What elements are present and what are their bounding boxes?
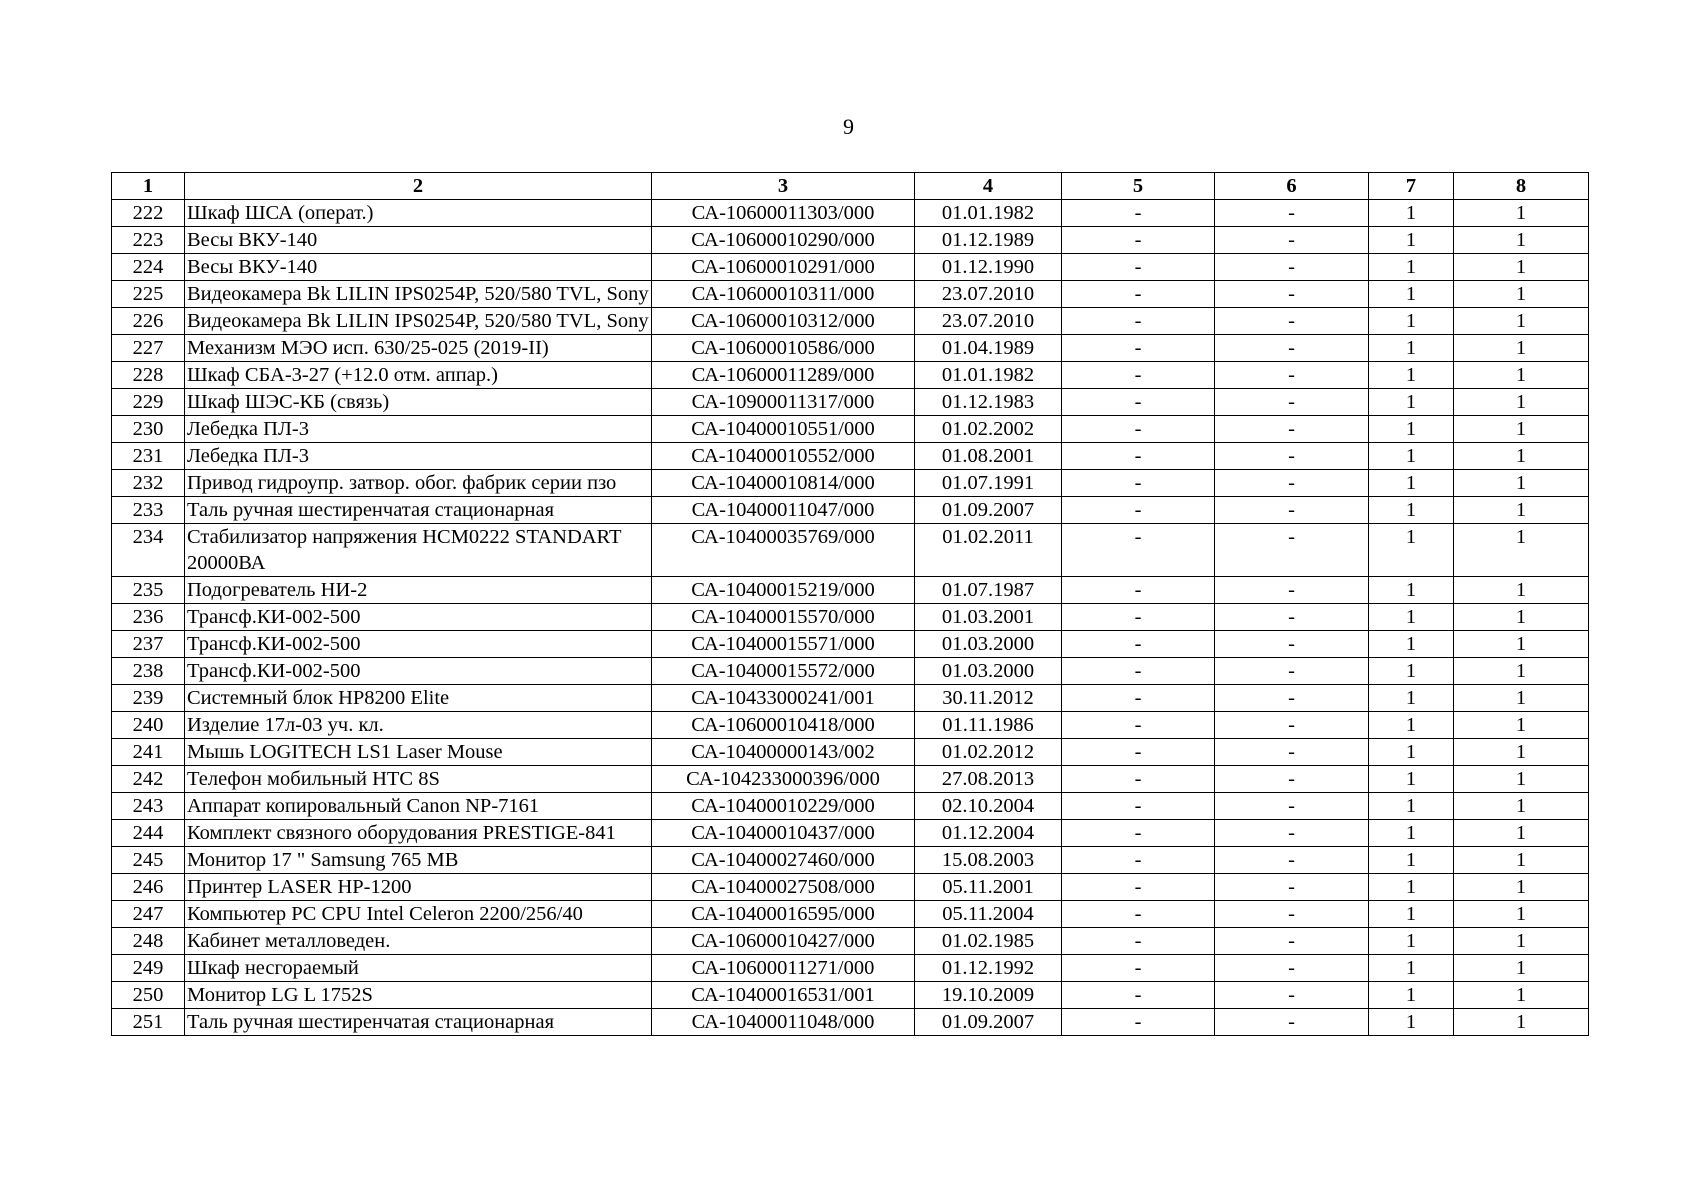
inventory-code: СА-10600011289/000 <box>652 362 915 389</box>
col-7-value: 1 <box>1369 820 1454 847</box>
col-6-value: - <box>1215 982 1369 1009</box>
col-7-value: 1 <box>1369 928 1454 955</box>
table-row <box>112 443 1589 470</box>
table-body <box>112 200 1589 1036</box>
column-header-3: 3 <box>652 173 915 200</box>
date: 01.01.1982 <box>915 362 1062 389</box>
inventory-code: СА-104233000396/000 <box>652 766 915 793</box>
col-5-value: - <box>1062 658 1215 685</box>
col-5-value: - <box>1062 254 1215 281</box>
inventory-code: СА-10400000143/002 <box>652 739 915 766</box>
col-8-value: 1 <box>1454 793 1589 820</box>
col-5-value: - <box>1062 847 1215 874</box>
date: 01.02.2002 <box>915 416 1062 443</box>
inventory-code: СА-10400015570/000 <box>652 604 915 631</box>
col-7-value: 1 <box>1369 604 1454 631</box>
column-header-7: 7 <box>1369 173 1454 200</box>
col-5-value: - <box>1062 766 1215 793</box>
date: 01.07.1987 <box>915 577 1062 604</box>
col-6-value: - <box>1215 820 1369 847</box>
col-5-value: - <box>1062 982 1215 1009</box>
col-6-value: - <box>1215 497 1369 524</box>
col-5-value: - <box>1062 524 1215 577</box>
date: 01.02.2012 <box>915 739 1062 766</box>
table-row <box>112 712 1589 739</box>
col-5-value: - <box>1062 281 1215 308</box>
row-number: 228 <box>112 362 185 389</box>
col-8-value: 1 <box>1454 524 1589 577</box>
row-number: 229 <box>112 389 185 416</box>
item-name: Системный блок HP8200 Elite <box>185 685 652 712</box>
item-name: Телефон мобильный HTC 8S <box>185 766 652 793</box>
inventory-code: СА-10400011047/000 <box>652 497 915 524</box>
item-name: Механизм МЭО исп. 630/25-025 (2019-II) <box>185 335 652 362</box>
col-6-value: - <box>1215 874 1369 901</box>
col-8-value: 1 <box>1454 416 1589 443</box>
date: 01.12.1983 <box>915 389 1062 416</box>
row-number: 222 <box>112 200 185 227</box>
item-name: Видеокамера Bk LILIN IPS0254P, 520/580 TVL, Sony <box>185 308 652 335</box>
item-name: Таль ручная шестиренчатая стационарная <box>185 497 652 524</box>
col-5-value: - <box>1062 227 1215 254</box>
date: 19.10.2009 <box>915 982 1062 1009</box>
inventory-code: СА-10600010586/000 <box>652 335 915 362</box>
table-row <box>112 227 1589 254</box>
row-number: 238 <box>112 658 185 685</box>
table-row <box>112 739 1589 766</box>
col-8-value: 1 <box>1454 901 1589 928</box>
item-name: Монитор LG L 1752S <box>185 982 652 1009</box>
col-8-value: 1 <box>1454 955 1589 982</box>
column-header-8: 8 <box>1454 173 1589 200</box>
col-7-value: 1 <box>1369 200 1454 227</box>
row-number: 248 <box>112 928 185 955</box>
inventory-code: СА-10400010551/000 <box>652 416 915 443</box>
item-name: Комплект связного оборудования PRESTIGE-841 <box>185 820 652 847</box>
item-name: Трансф.КИ-002-500 <box>185 604 652 631</box>
col-6-value: - <box>1215 685 1369 712</box>
col-5-value: - <box>1062 820 1215 847</box>
inventory-code: СА-10600010427/000 <box>652 928 915 955</box>
table-row <box>112 874 1589 901</box>
col-7-value: 1 <box>1369 577 1454 604</box>
col-7-value: 1 <box>1369 1009 1454 1036</box>
row-number: 243 <box>112 793 185 820</box>
col-6-value: - <box>1215 739 1369 766</box>
inventory-code: СА-10400035769/000 <box>652 524 915 577</box>
col-7-value: 1 <box>1369 793 1454 820</box>
col-5-value: - <box>1062 335 1215 362</box>
inventory-code: СА-10400010437/000 <box>652 820 915 847</box>
col-8-value: 1 <box>1454 847 1589 874</box>
row-number: 240 <box>112 712 185 739</box>
date: 01.11.1986 <box>915 712 1062 739</box>
col-5-value: - <box>1062 928 1215 955</box>
item-name: Шкаф несгораемый <box>185 955 652 982</box>
col-6-value: - <box>1215 200 1369 227</box>
col-6-value: - <box>1215 470 1369 497</box>
col-7-value: 1 <box>1369 685 1454 712</box>
table-row <box>112 470 1589 497</box>
col-8-value: 1 <box>1454 1009 1589 1036</box>
col-6-value: - <box>1215 847 1369 874</box>
row-number: 225 <box>112 281 185 308</box>
table-row <box>112 362 1589 389</box>
item-name: Трансф.КИ-002-500 <box>185 631 652 658</box>
inventory-code: СА-10400011048/000 <box>652 1009 915 1036</box>
inventory-code: СА-10900011317/000 <box>652 389 915 416</box>
col-6-value: - <box>1215 793 1369 820</box>
col-5-value: - <box>1062 874 1215 901</box>
col-5-value: - <box>1062 577 1215 604</box>
col-6-value: - <box>1215 658 1369 685</box>
inventory-table <box>111 172 1589 1036</box>
inventory-code: СА-10600010311/000 <box>652 281 915 308</box>
table-row <box>112 847 1589 874</box>
date: 01.03.2000 <box>915 658 1062 685</box>
col-5-value: - <box>1062 901 1215 928</box>
table-row <box>112 901 1589 928</box>
col-6-value: - <box>1215 631 1369 658</box>
table-row <box>112 200 1589 227</box>
col-6-value: - <box>1215 955 1369 982</box>
date: 23.07.2010 <box>915 281 1062 308</box>
col-8-value: 1 <box>1454 362 1589 389</box>
header-row <box>112 173 1589 200</box>
column-header-6: 6 <box>1215 173 1369 200</box>
item-name: Стабилизатор напряжения НСМ0222 STANDART 20000ВА <box>185 524 652 577</box>
col-5-value: - <box>1062 200 1215 227</box>
date: 15.08.2003 <box>915 847 1062 874</box>
col-6-value: - <box>1215 254 1369 281</box>
item-name: Весы ВКУ-140 <box>185 227 652 254</box>
table-row <box>112 281 1589 308</box>
col-6-value: - <box>1215 604 1369 631</box>
row-number: 223 <box>112 227 185 254</box>
table-row <box>112 577 1589 604</box>
col-7-value: 1 <box>1369 955 1454 982</box>
col-6-value: - <box>1215 335 1369 362</box>
item-name: Кабинет металловеден. <box>185 928 652 955</box>
item-name: Монитор 17 " Samsung 765 MB <box>185 847 652 874</box>
inventory-code: СА-10600010291/000 <box>652 254 915 281</box>
date: 01.12.1990 <box>915 254 1062 281</box>
row-number: 250 <box>112 982 185 1009</box>
col-8-value: 1 <box>1454 604 1589 631</box>
row-number: 241 <box>112 739 185 766</box>
col-7-value: 1 <box>1369 847 1454 874</box>
col-7-value: 1 <box>1369 658 1454 685</box>
table-row <box>112 497 1589 524</box>
inventory-code: СА-10400016595/000 <box>652 901 915 928</box>
date: 30.11.2012 <box>915 685 1062 712</box>
col-7-value: 1 <box>1369 362 1454 389</box>
row-number: 246 <box>112 874 185 901</box>
item-name: Таль ручная шестиренчатая стационарная <box>185 1009 652 1036</box>
col-7-value: 1 <box>1369 739 1454 766</box>
col-8-value: 1 <box>1454 281 1589 308</box>
row-number: 235 <box>112 577 185 604</box>
inventory-code: СА-10600011303/000 <box>652 200 915 227</box>
col-6-value: - <box>1215 577 1369 604</box>
col-7-value: 1 <box>1369 497 1454 524</box>
row-number: 230 <box>112 416 185 443</box>
date: 01.01.1982 <box>915 200 1062 227</box>
col-8-value: 1 <box>1454 820 1589 847</box>
date: 05.11.2001 <box>915 874 1062 901</box>
table-row <box>112 254 1589 281</box>
item-name: Мышь LOGITECH LS1 Laser Mouse <box>185 739 652 766</box>
inventory-code: СА-10400015571/000 <box>652 631 915 658</box>
col-8-value: 1 <box>1454 631 1589 658</box>
inventory-code: СА-10400027460/000 <box>652 847 915 874</box>
col-6-value: - <box>1215 308 1369 335</box>
inventory-code: СА-10600010418/000 <box>652 712 915 739</box>
col-5-value: - <box>1062 793 1215 820</box>
item-name: Лебедка ПЛ-3 <box>185 443 652 470</box>
date: 01.04.1989 <box>915 335 1062 362</box>
inventory-code: СА-10400010229/000 <box>652 793 915 820</box>
col-7-value: 1 <box>1369 227 1454 254</box>
date: 01.12.1992 <box>915 955 1062 982</box>
col-7-value: 1 <box>1369 901 1454 928</box>
col-6-value: - <box>1215 901 1369 928</box>
table-row <box>112 389 1589 416</box>
date: 01.09.2007 <box>915 497 1062 524</box>
table-row <box>112 416 1589 443</box>
item-name: Весы ВКУ-140 <box>185 254 652 281</box>
col-6-value: - <box>1215 281 1369 308</box>
column-header-4: 4 <box>915 173 1062 200</box>
inventory-code: СА-10400010552/000 <box>652 443 915 470</box>
date: 01.07.1991 <box>915 470 1062 497</box>
col-6-value: - <box>1215 362 1369 389</box>
row-number: 224 <box>112 254 185 281</box>
inventory-code: СА-10600011271/000 <box>652 955 915 982</box>
row-number: 232 <box>112 470 185 497</box>
col-5-value: - <box>1062 470 1215 497</box>
col-7-value: 1 <box>1369 254 1454 281</box>
col-6-value: - <box>1215 227 1369 254</box>
page-number: 9 <box>843 114 854 139</box>
table-row <box>112 335 1589 362</box>
row-number: 242 <box>112 766 185 793</box>
col-6-value: - <box>1215 1009 1369 1036</box>
col-8-value: 1 <box>1454 470 1589 497</box>
col-7-value: 1 <box>1369 712 1454 739</box>
inventory-code: СА-10433000241/001 <box>652 685 915 712</box>
col-7-value: 1 <box>1369 766 1454 793</box>
inventory-code: СА-10400010814/000 <box>652 470 915 497</box>
col-5-value: - <box>1062 685 1215 712</box>
column-header-5: 5 <box>1062 173 1215 200</box>
table-row <box>112 766 1589 793</box>
item-name: Шкаф ШСА (операт.) <box>185 200 652 227</box>
inventory-code: СА-10400015219/000 <box>652 577 915 604</box>
col-7-value: 1 <box>1369 874 1454 901</box>
col-5-value: - <box>1062 497 1215 524</box>
col-5-value: - <box>1062 739 1215 766</box>
row-number: 249 <box>112 955 185 982</box>
col-7-value: 1 <box>1369 631 1454 658</box>
date: 01.09.2007 <box>915 1009 1062 1036</box>
col-5-value: - <box>1062 389 1215 416</box>
table-row <box>112 793 1589 820</box>
row-number: 237 <box>112 631 185 658</box>
col-6-value: - <box>1215 712 1369 739</box>
inventory-code: СА-10600010312/000 <box>652 308 915 335</box>
table-row <box>112 982 1589 1009</box>
table-row <box>112 955 1589 982</box>
row-number: 251 <box>112 1009 185 1036</box>
item-name: Принтер LASER HP-1200 <box>185 874 652 901</box>
inventory-code: СА-10400016531/001 <box>652 982 915 1009</box>
col-8-value: 1 <box>1454 443 1589 470</box>
row-number: 233 <box>112 497 185 524</box>
row-number: 239 <box>112 685 185 712</box>
item-name: Лебедка ПЛ-3 <box>185 416 652 443</box>
col-6-value: - <box>1215 524 1369 577</box>
item-name: Шкаф ШЭС-КБ (связь) <box>185 389 652 416</box>
table-row <box>112 604 1589 631</box>
col-7-value: 1 <box>1369 335 1454 362</box>
col-5-value: - <box>1062 416 1215 443</box>
col-5-value: - <box>1062 604 1215 631</box>
col-6-value: - <box>1215 766 1369 793</box>
col-7-value: 1 <box>1369 389 1454 416</box>
item-name: Аппарат копировальный Canon NP-7161 <box>185 793 652 820</box>
col-8-value: 1 <box>1454 497 1589 524</box>
inventory-code: СА-10400027508/000 <box>652 874 915 901</box>
col-7-value: 1 <box>1369 524 1454 577</box>
col-5-value: - <box>1062 308 1215 335</box>
col-8-value: 1 <box>1454 577 1589 604</box>
col-6-value: - <box>1215 416 1369 443</box>
col-8-value: 1 <box>1454 335 1589 362</box>
col-8-value: 1 <box>1454 308 1589 335</box>
column-header-1: 1 <box>112 173 185 200</box>
date: 02.10.2004 <box>915 793 1062 820</box>
date: 27.08.2013 <box>915 766 1062 793</box>
row-number: 234 <box>112 524 185 577</box>
table-row <box>112 631 1589 658</box>
item-name: Видеокамера Bk LILIN IPS0254P, 520/580 TVL, Sony <box>185 281 652 308</box>
col-8-value: 1 <box>1454 200 1589 227</box>
col-5-value: - <box>1062 631 1215 658</box>
col-8-value: 1 <box>1454 389 1589 416</box>
row-number: 236 <box>112 604 185 631</box>
col-5-value: - <box>1062 1009 1215 1036</box>
item-name: Шкаф СБА-3-27 (+12.0 отм. аппар.) <box>185 362 652 389</box>
col-5-value: - <box>1062 955 1215 982</box>
date: 01.03.2000 <box>915 631 1062 658</box>
table-row <box>112 308 1589 335</box>
date: 01.12.2004 <box>915 820 1062 847</box>
row-number: 244 <box>112 820 185 847</box>
col-8-value: 1 <box>1454 658 1589 685</box>
col-8-value: 1 <box>1454 254 1589 281</box>
date: 01.02.1985 <box>915 928 1062 955</box>
col-8-value: 1 <box>1454 712 1589 739</box>
table-row <box>112 685 1589 712</box>
col-7-value: 1 <box>1369 308 1454 335</box>
table-row <box>112 524 1589 577</box>
row-number: 245 <box>112 847 185 874</box>
row-number: 227 <box>112 335 185 362</box>
table-row <box>112 1009 1589 1036</box>
col-5-value: - <box>1062 443 1215 470</box>
table-row <box>112 658 1589 685</box>
col-8-value: 1 <box>1454 766 1589 793</box>
table-row <box>112 820 1589 847</box>
date: 01.12.1989 <box>915 227 1062 254</box>
col-7-value: 1 <box>1369 416 1454 443</box>
column-header-2: 2 <box>185 173 652 200</box>
item-name: Трансф.КИ-002-500 <box>185 658 652 685</box>
col-7-value: 1 <box>1369 982 1454 1009</box>
inventory-code: СА-10400015572/000 <box>652 658 915 685</box>
col-8-value: 1 <box>1454 982 1589 1009</box>
col-8-value: 1 <box>1454 227 1589 254</box>
col-6-value: - <box>1215 389 1369 416</box>
row-number: 247 <box>112 901 185 928</box>
col-6-value: - <box>1215 928 1369 955</box>
col-5-value: - <box>1062 362 1215 389</box>
col-6-value: - <box>1215 443 1369 470</box>
row-number: 231 <box>112 443 185 470</box>
date: 01.08.2001 <box>915 443 1062 470</box>
col-5-value: - <box>1062 712 1215 739</box>
date: 01.02.2011 <box>915 524 1062 577</box>
table-row <box>112 928 1589 955</box>
col-7-value: 1 <box>1369 470 1454 497</box>
item-name: Подогреватель НИ-2 <box>185 577 652 604</box>
col-8-value: 1 <box>1454 685 1589 712</box>
date: 05.11.2004 <box>915 901 1062 928</box>
item-name: Компьютер PC CPU Intel Celeron 2200/256/40 <box>185 901 652 928</box>
col-7-value: 1 <box>1369 281 1454 308</box>
item-name: Изделие 17л-03 уч. кл. <box>185 712 652 739</box>
col-7-value: 1 <box>1369 443 1454 470</box>
inventory-code: СА-10600010290/000 <box>652 227 915 254</box>
col-8-value: 1 <box>1454 928 1589 955</box>
date: 01.03.2001 <box>915 604 1062 631</box>
col-8-value: 1 <box>1454 739 1589 766</box>
col-8-value: 1 <box>1454 874 1589 901</box>
date: 23.07.2010 <box>915 308 1062 335</box>
row-number: 226 <box>112 308 185 335</box>
item-name: Привод гидроупр. затвор. обог. фабрик серии пзо <box>185 470 652 497</box>
